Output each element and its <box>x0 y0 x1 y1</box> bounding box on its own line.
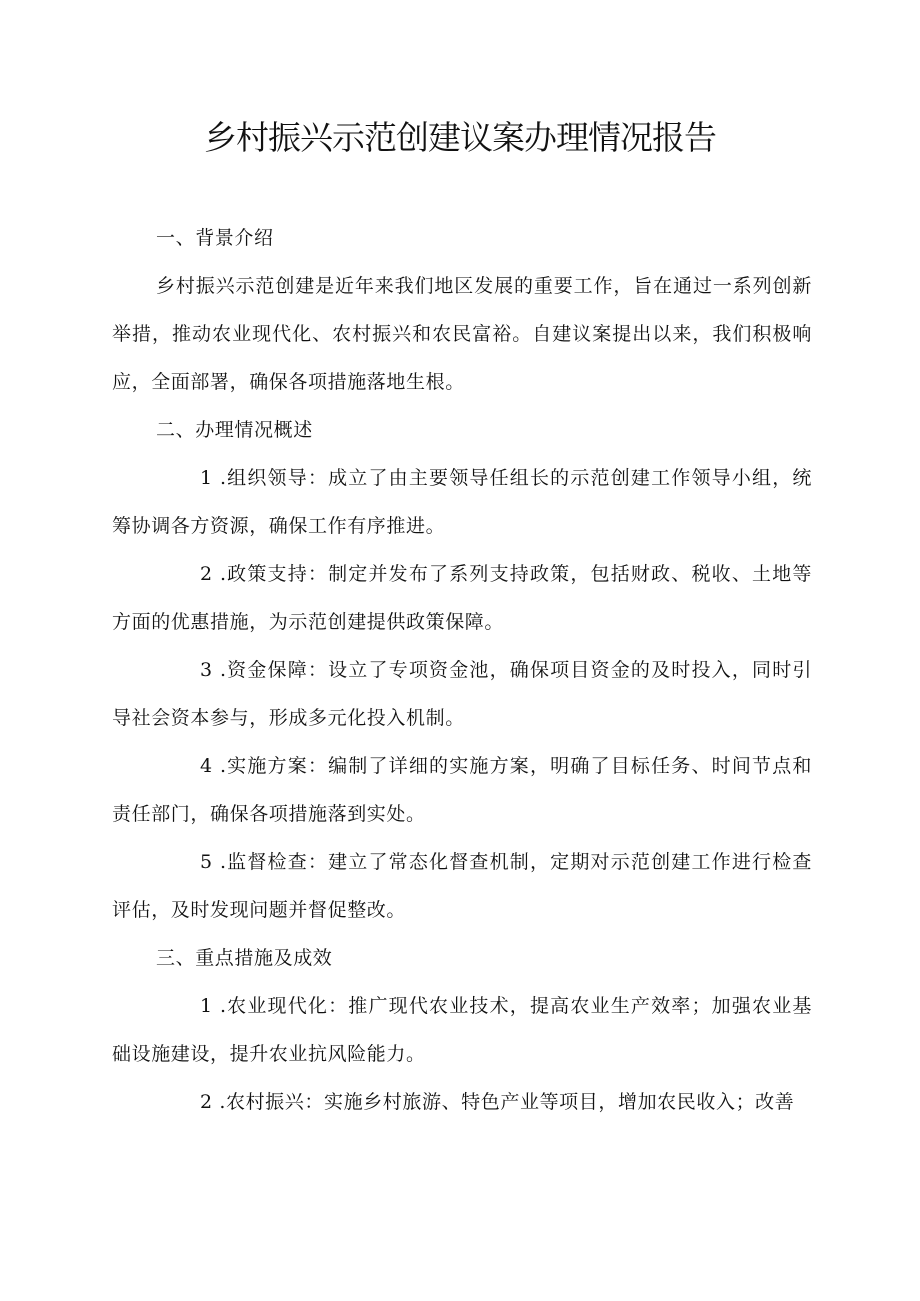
section-heading-background: 一、背景介绍 <box>156 227 274 249</box>
item-number: 4 <box>200 755 213 777</box>
item-text: .组织领导：成立了由主要领导任组长的示范创建工作领导小组，统筹协调各方资源，确保工作有序推进。 <box>112 467 813 537</box>
item-text: .农业现代化：推广现代农业技术，提高农业生产效率；加强农业基础设施建设，提升农业抗风险能力。 <box>112 995 813 1065</box>
list-item <box>112 550 812 646</box>
document-body <box>112 214 812 1126</box>
item-text: .实施方案：编制了详细的实施方案，明确了目标任务、时间节点和责任部门，确保各项措施落到实处。 <box>112 755 813 825</box>
item-number: 5 <box>200 851 213 873</box>
item-text: .政策支持：制定并发布了系列支持政策，包括财政、税收、土地等方面的优惠措施，为示范创建提供政策保障。 <box>112 563 813 633</box>
item-number: 3 <box>200 659 213 681</box>
background-paragraph: 乡村振兴示范创建是近年来我们地区发展的重要工作，旨在通过一系列创新举措，推动农业现代化、农村振兴和农民富裕。自建议案提出以来，我们积极响应，全面部署，确保各项措施落地生根。 <box>112 275 812 393</box>
item-number: 1 <box>200 467 213 489</box>
document-title: 乡村振兴示范创建议案办理情况报告 <box>204 118 716 157</box>
section-heading-key-measures: 三、重点措施及成效 <box>156 947 333 969</box>
list-item <box>112 742 812 838</box>
list-item <box>112 646 812 742</box>
list-item <box>112 838 812 934</box>
list-item <box>112 982 812 1078</box>
section-heading-handling-overview: 二、办理情况概述 <box>156 419 313 441</box>
item-number: 2 <box>200 1091 213 1113</box>
list-item <box>112 454 812 550</box>
item-text: .资金保障：设立了专项资金池，确保项目资金的及时投入，同时引导社会资本参与，形成多元化投入机制。 <box>112 659 813 729</box>
item-text: .农村振兴：实施乡村旅游、特色产业等项目，增加农民收入；改善 <box>219 1091 795 1113</box>
item-number: 1 <box>200 995 213 1017</box>
item-text: .监督检查：建立了常态化督查机制，定期对示范创建工作进行检查评估，及时发现问题并督促整改。 <box>112 851 813 921</box>
list-item <box>112 1078 812 1126</box>
item-number: 2 <box>200 563 213 585</box>
